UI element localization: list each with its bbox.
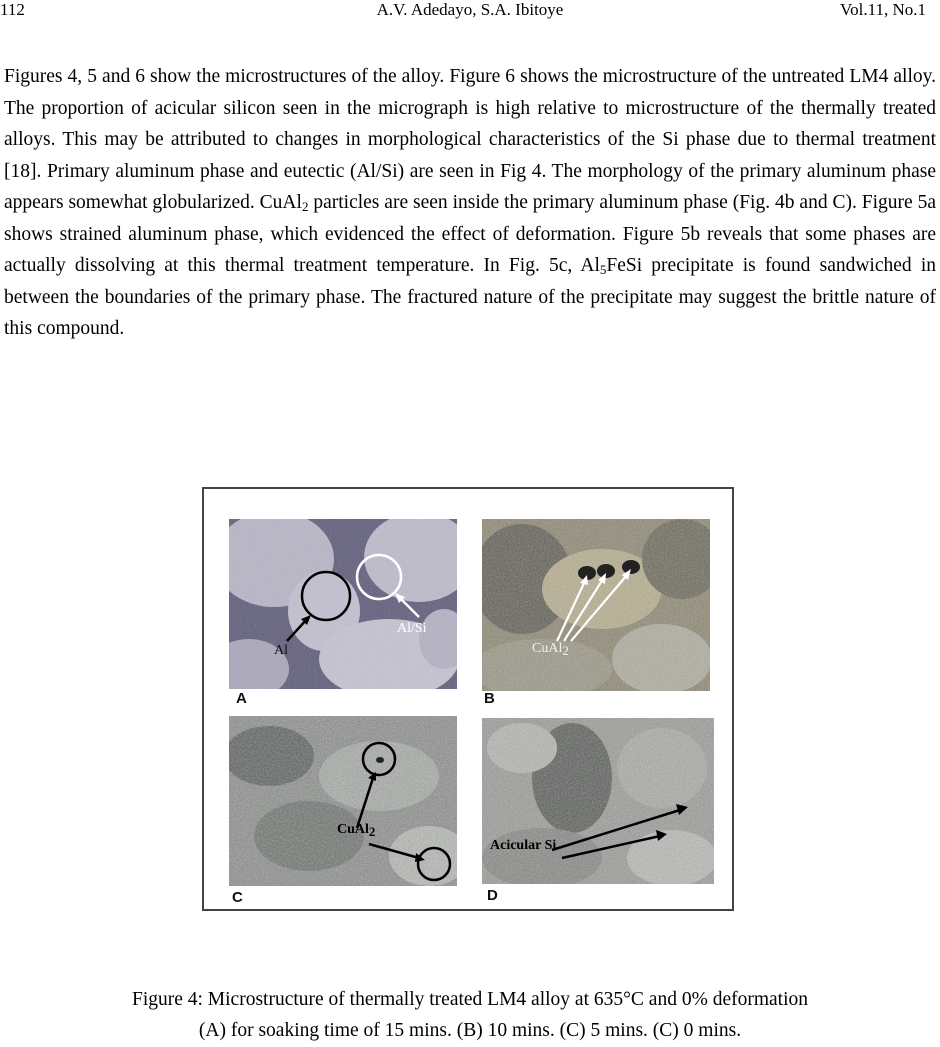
running-authors: A.V. Adedayo, S.A. Ibitoye <box>376 0 564 19</box>
annotation-cual2-c <box>337 822 375 838</box>
figure-caption-line-2: (A) for soaking time of 15 mins. (B) 10 mins. (C) 5 mins. (C) 0 mins. <box>198 1020 742 1041</box>
annotation-cual2 <box>532 641 569 657</box>
annotation-cual2-c-text: CuAl <box>337 822 369 837</box>
micrograph-d <box>482 718 714 884</box>
body-paragraph <box>4 61 936 345</box>
annotation-al: Al <box>274 643 288 658</box>
subscript-5: 5 <box>599 262 607 277</box>
figure-4-frame <box>202 487 734 911</box>
annotation-cual2-c-sub: 2 <box>368 824 376 839</box>
annotation-cual2-text: CuAl <box>532 641 563 656</box>
body-text-part-3: FeSi precipitate is found sandwiched in between the boundaries of the primary phase. The fractured nature of the precipitate may suggest the brittle nature of this compound. <box>4 255 936 339</box>
page-header <box>0 0 940 30</box>
body-text-part-2: particles are seen inside the primary aluminum phase (Fig. 4b and C). Figure 5a shows strained aluminum phase, which evidenced the effect of deformation. Figure 5b reveals that some phases are actually dissolving at this thermal treatment temperature. In Fig. 5c, Al <box>4 192 936 276</box>
panel-label-b: B <box>484 690 495 707</box>
panel-label-a: A <box>236 690 247 707</box>
micrograph-b <box>482 519 710 691</box>
page-number: 112 <box>0 0 25 19</box>
subscript-2: 2 <box>301 199 309 214</box>
figure-caption-line-1: Figure 4: Microstructure of thermally treated LM4 alloy at 635°C and 0% deformation <box>131 989 809 1010</box>
annotation-acicular-si: Acicular Si <box>490 838 557 853</box>
annotation-cual2-sub: 2 <box>562 643 569 658</box>
panel-label-c: C <box>232 889 243 906</box>
annotation-al-si: Al/Si <box>397 621 427 636</box>
volume-info: Vol.11, No.1 <box>840 0 926 19</box>
micrograph-c <box>229 716 457 886</box>
panel-label-d: D <box>487 887 498 904</box>
micrograph-a <box>229 519 457 689</box>
body-text-part-1: Figures 4, 5 and 6 show the microstructures of the alloy. Figure 6 shows the microstructure of the untreated LM4 alloy. The proportion of acicular silicon seen in the micrograph is high relative to microstructure of the thermally treated alloys. This may be attributed to changes in morphological characteristics of the Si phase due to thermal treatment [18]. Primary aluminum phase and eutectic (Al/Si) are seen in Fig 4. The morphology of the primary aluminum phase appears somewhat globularized. CuAl <box>4 66 936 213</box>
